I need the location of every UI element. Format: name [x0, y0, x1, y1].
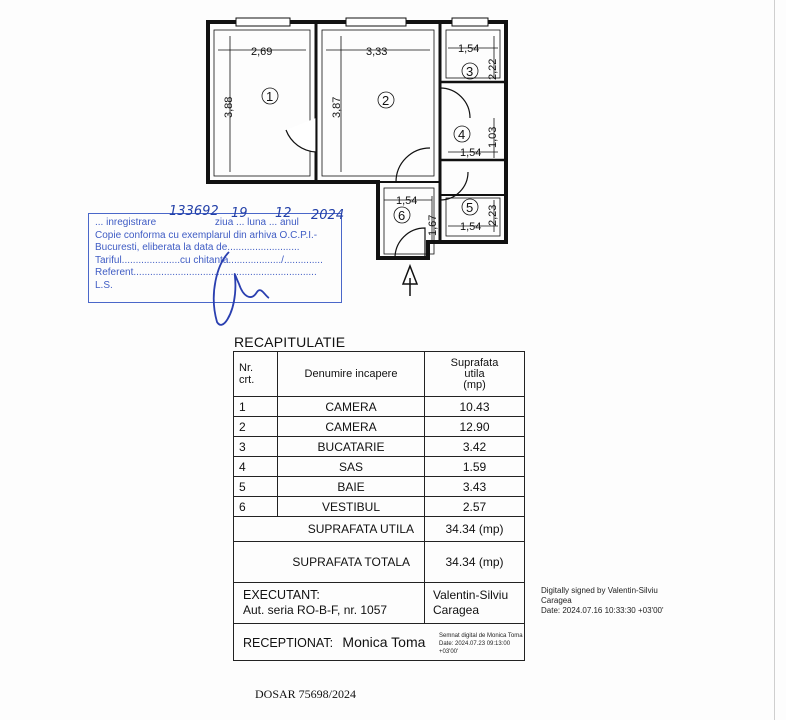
row-area: 12.90	[425, 417, 525, 437]
executant-row	[234, 583, 525, 624]
stamp-line-6: L.S.	[95, 279, 113, 291]
dim-room3-width: 1,54	[458, 43, 480, 55]
executant-authorization: Aut. seria RO-B-F, nr. 1057	[243, 603, 388, 617]
recap-title: RECAPITULATIE	[234, 334, 346, 350]
header-name: Denumire incapere	[278, 352, 425, 397]
dim-room4-width: 1,54	[460, 147, 482, 159]
handwritten-signature	[199, 244, 279, 334]
executant-name-1: Valentin-Silviu	[433, 588, 509, 602]
table-row	[234, 497, 525, 517]
room-number-4: 4	[458, 127, 466, 142]
room-number-1: 1	[266, 89, 274, 104]
row-nr: 6	[234, 497, 278, 517]
sig-line-2: Date: 2024.07.23 09:13:00 +03'00'	[439, 641, 511, 655]
room-number-2: 2	[382, 93, 390, 108]
dim-room2-height: 3,87	[331, 96, 343, 118]
stamp-month: 12	[275, 206, 292, 221]
total-area-label: SUPRAFATA TOTALA	[234, 542, 425, 583]
dosar-number: DOSAR 75698/2024	[255, 687, 357, 701]
useful-area-value: 34.34 (mp)	[425, 517, 525, 542]
dim-room2-width: 3,33	[366, 46, 388, 58]
sig-line-1: Digitally signed by Valentin-Silviu	[541, 586, 658, 595]
row-area: 3.43	[425, 477, 525, 497]
dim-room3-height: 2,22	[487, 58, 499, 80]
stamp-line-1: ... inregistrare ziua ... luna ... anul	[95, 217, 299, 228]
row-nr: 2	[234, 417, 278, 437]
dim-room5-height: 2,23	[487, 204, 499, 226]
dim-room5-width: 1,54	[460, 221, 482, 233]
sig-line-1: Semnat digital de Monica Toma	[439, 633, 523, 639]
header-nr: Nr. crt.	[234, 352, 278, 397]
stamp-line-5: Referent..................................................................	[95, 267, 317, 278]
row-name: BAIE	[278, 477, 425, 497]
row-nr: 4	[234, 457, 278, 477]
sig-line-3: Date: 2024.07.16 10:33:30 +03'00'	[541, 606, 664, 615]
total-useful-row	[234, 517, 525, 542]
row-name: SAS	[278, 457, 425, 477]
ocpi-stamp	[88, 204, 345, 303]
row-nr: 5	[234, 477, 278, 497]
recap-table	[233, 351, 525, 661]
room-number-6: 6	[398, 208, 406, 223]
stamp-line-2: Copie conforma cu exemplarul din arhiva O.C.P.I.-	[95, 229, 318, 241]
total-area-row	[234, 542, 525, 583]
executant-label: EXECUTANT:	[243, 588, 320, 602]
dim-room6-width: 1,54	[396, 195, 418, 207]
row-area: 3.42	[425, 437, 525, 457]
useful-area-label: SUPRAFATA UTILA	[234, 517, 425, 542]
stamp-line-4: Tariful.....................cu chitanta.................../..............	[95, 254, 323, 266]
executant-name-2: Caragea	[433, 603, 480, 617]
row-nr: 3	[234, 437, 278, 457]
stamp-year: 2024	[311, 208, 345, 223]
stamp-day: 19	[231, 206, 248, 221]
table-row	[234, 477, 525, 497]
receptionat-name: Monica Toma	[342, 634, 426, 650]
header-area: Suprafata utila (mp)	[425, 352, 525, 397]
table-row	[234, 437, 525, 457]
sig-line-2: Caragea	[541, 596, 572, 605]
table-row	[234, 417, 525, 437]
row-area: 1.59	[425, 457, 525, 477]
stamp-line-3: Bucuresti, eliberata la data de..........................	[95, 242, 300, 253]
receptionat-label: RECEPTIONAT:	[243, 636, 334, 650]
dim-room6-height: 1,67	[427, 214, 439, 236]
executant-name-cell	[425, 583, 525, 624]
executant-cell	[234, 583, 425, 624]
total-area-value: 34.34 (mp)	[425, 542, 525, 583]
digital-signature-receptionat	[439, 632, 525, 656]
dim-room1-width: 2,69	[251, 46, 273, 58]
recap-header-row	[234, 352, 525, 397]
room-number-5: 5	[466, 200, 474, 215]
row-area: 2.57	[425, 497, 525, 517]
dim-room1-height: 3,88	[223, 96, 235, 118]
row-name: CAMERA	[278, 417, 425, 437]
table-row	[234, 397, 525, 417]
row-nr: 1	[234, 397, 278, 417]
digital-signature-executant	[541, 586, 664, 616]
row-name: VESTIBUL	[278, 497, 425, 517]
room-number-3: 3	[466, 64, 474, 79]
row-name: BUCATARIE	[278, 437, 425, 457]
row-area: 10.43	[425, 397, 525, 417]
dim-room4-height: 1,03	[487, 126, 499, 148]
table-row	[234, 457, 525, 477]
stamp-reg-number: 133692	[169, 204, 219, 219]
row-name: CAMERA	[278, 397, 425, 417]
